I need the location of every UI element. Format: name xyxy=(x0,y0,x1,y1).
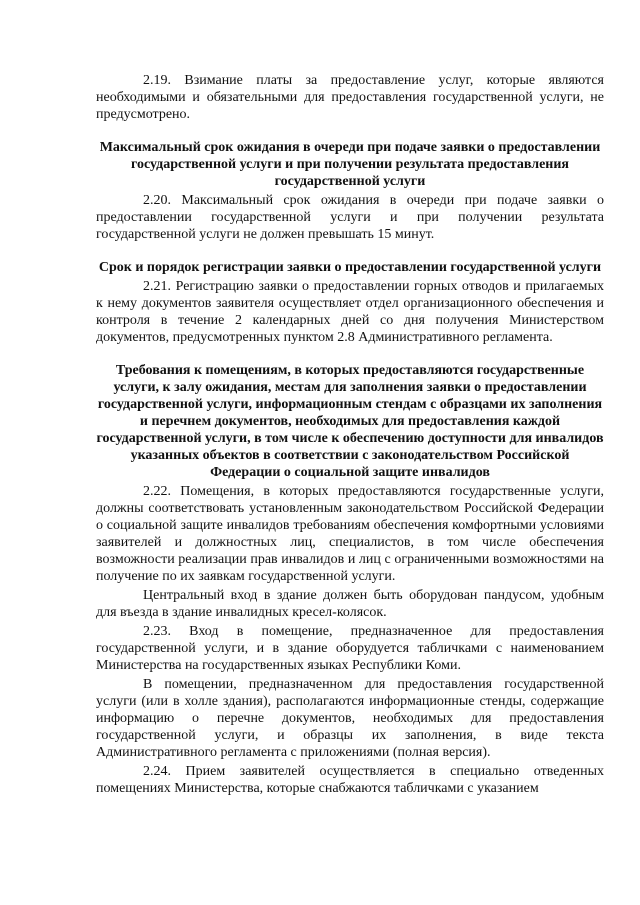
paragraph-2-20: 2.20. Максимальный срок ожидания в очереди при подаче заявки о предоставлении государственной услуги и при получении результата государственной услуги не должен превышать 15 минут. xyxy=(96,193,604,242)
paragraph-2-21: 2.21. Регистрацию заявки о предоставлении горных отводов и прилагаемых к нему документов заявителя осуществляет отдел организационного обеспечения и контроля в течение 2 календарных дней со дня получения Министерством документов, предусмотренных пунктом 2.8 Административного регламента. xyxy=(96,279,604,345)
heading-waiting-time: Максимальный срок ожидания в очереди при подаче заявки о предоставлении государственной услуги и при получении результата предоставления государственной услуги xyxy=(99,140,601,189)
paragraph-2-23: 2.23. Вход в помещение, предназначенное для предоставления государственной услуги, и в здание оборудуется табличками с наименованием Министерства на государственных языках Республики Коми. xyxy=(96,624,604,673)
paragraph-central-entrance: Центральный вход в здание должен быть оборудован пандусом, удобным для въезда в здание инвалидных кресел-колясок. xyxy=(96,588,604,620)
paragraph-info-stands: В помещении, предназначенном для предоставления государственной услуги (или в холле здания), располагаются информационные стенды, содержащие информацию о перечне документов, необходимых для предоставления государственной услуги, и образцы их заполнения, в виде текста Административного регламента с приложениями (полная версия). xyxy=(96,677,604,760)
heading-registration: Срок и порядок регистрации заявки о предоставлении государственной услуги xyxy=(98,260,602,275)
paragraph-2-19: 2.19. Взимание платы за предоставление услуг, которые являются необходимыми и обязательными для предоставления государственной услуги, не предусмотрено. xyxy=(96,73,604,122)
paragraph-2-24: 2.24. Прием заявителей осуществляется в специально отведенных помещениях Министерства, которые снабжаются табличками с указанием xyxy=(96,764,604,796)
document-body xyxy=(96,72,604,797)
paragraph-2-22: 2.22. Помещения, в которых предоставляются государственные услуги, должны соответствовать установленным законодательством Российской Федерации о социальной защите инвалидов требованиям обеспечения комфортными условиями заявителей и должностных лиц, специалистов, в том числе обеспечения возможности реализации прав инвалидов и лиц с ограниченными возможностями на получение по их заявкам государственной услуги. xyxy=(96,484,604,584)
heading-premises-requirements: Требования к помещениям, в которых предоставляются государственные услуги, к залу ожидания, местам для заполнения заявки о предоставлении государственной услуги, информационным стендам с образцами их заполнения и перечнем документов, необходимых для предоставления каждой государственной услуги, в том числе к обеспечению доступности для инвалидов указанных объектов в соответствии с законодательством Российской Федерации о социальной защите инвалидов xyxy=(96,363,604,480)
